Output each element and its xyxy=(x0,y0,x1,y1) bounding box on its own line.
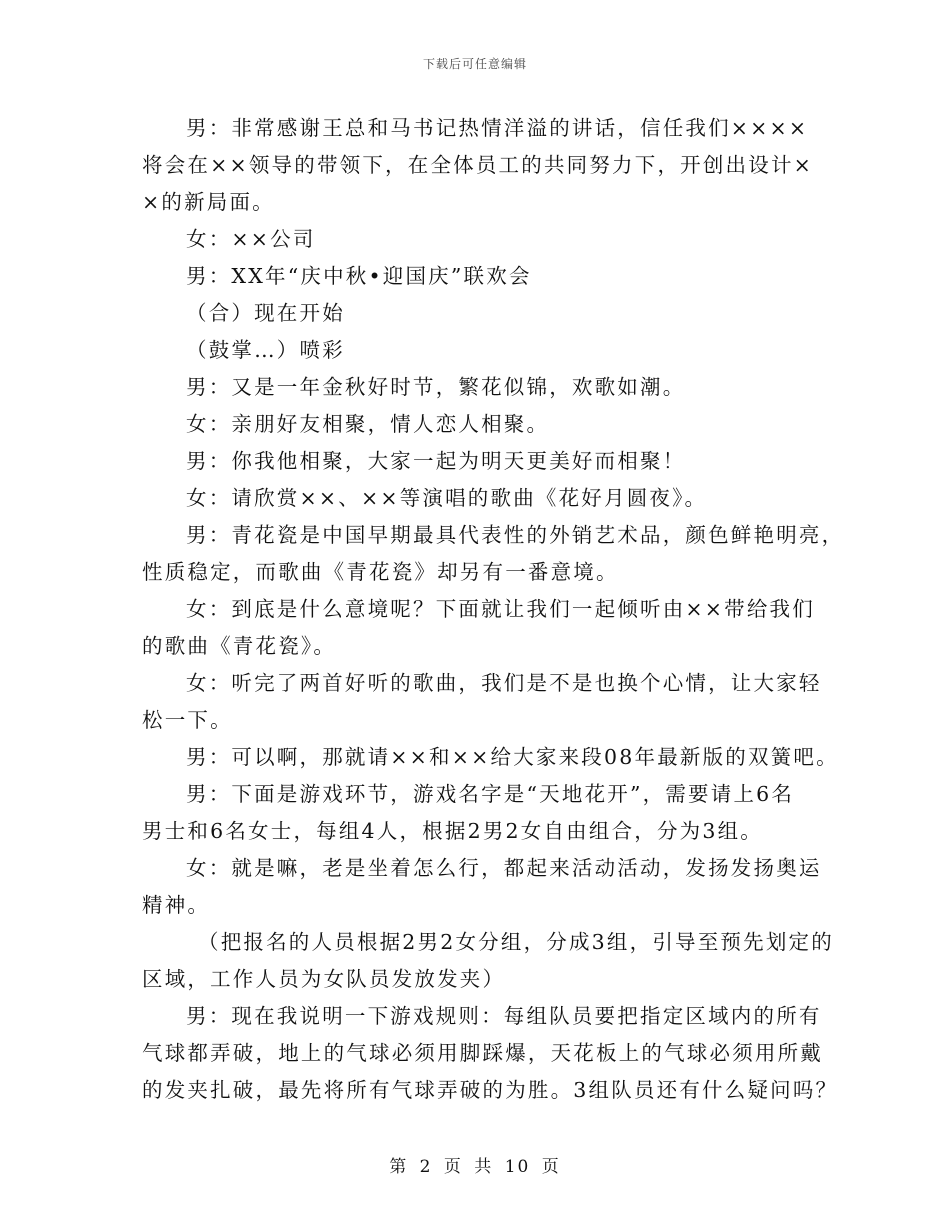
text-line: 女：请欣赏××、××等演唱的歌曲《花好月圆夜》。 xyxy=(186,486,708,510)
text-line: 的歌曲《青花瓷》。 xyxy=(142,634,337,658)
text-line: 性质稳定，而歌曲《青花瓷》却另有一番意境。 xyxy=(142,560,619,584)
text-line: 男：青花瓷是中国早期最具代表性的外销艺术品，颜色鲜艳明亮， xyxy=(186,523,845,547)
text-line: 女：亲朋好友相聚，情人恋人相聚。 xyxy=(186,412,550,436)
text-line: 男：可以啊，那就请××和××给大家来段08年最新版的双簧吧。 xyxy=(186,745,839,769)
text-line: ×的新局面。 xyxy=(142,190,275,214)
text-line: 男士和6名女士，每组4人，根据2男2女自由组合，分为3组。 xyxy=(142,819,764,843)
document-body xyxy=(142,110,845,1109)
text-line: 女：听完了两首好听的歌曲，我们是不是也换个心情，让大家轻 xyxy=(186,671,822,695)
text-line: 男：下面是游戏环节，游戏名字是“天地花开”，需要请上6名 xyxy=(186,782,795,806)
text-line: 将会在××领导的带领下，在全体员工的共同努力下，开创出设计× xyxy=(142,153,814,177)
text-line: 男：现在我说明一下游戏规则：每组队员要把指定区域内的所有 xyxy=(186,1004,822,1028)
text-line: 精神。 xyxy=(142,893,211,917)
text-line: 女：就是嘛，老是坐着怎么行，都起来活动活动，发扬发扬奥运 xyxy=(186,856,822,880)
page-footer: 第 2 页 共 10 页 xyxy=(389,1157,561,1177)
text-line: （合）现在开始 xyxy=(186,301,345,325)
text-line: 松一下。 xyxy=(142,708,233,732)
text-line: 男：又是一年金秋好时节，繁花似锦，欢歌如潮。 xyxy=(186,375,686,399)
text-line: 的发夹扎破，最先将所有气球弄破的为胜。3组队员还有什么疑问吗？ xyxy=(142,1078,839,1102)
text-line: 男：非常感谢王总和马书记热情洋溢的讲话，信任我们×××× xyxy=(186,116,809,140)
text-line: 男：XX年“庆中秋•迎国庆”联欢会 xyxy=(186,264,532,288)
text-line: 女：××公司 xyxy=(186,227,316,251)
text-line: 区域，工作人员为女队员发放发夹） xyxy=(142,967,506,991)
text-line: （把报名的人员根据2男2女分组，分成3组，引导至预先划定的 xyxy=(198,930,834,954)
text-line: 气球都弄破，地上的气球必须用脚踩爆，天花板上的气球必须用所戴 xyxy=(142,1041,823,1065)
text-line: 男：你我他相聚，大家一起为明天更美好而相聚！ xyxy=(186,449,686,473)
text-line: （鼓掌…）喷彩 xyxy=(186,338,345,362)
page-header: 下载后可任意编辑 xyxy=(422,57,527,71)
text-line: 女：到底是什么意境呢？下面就让我们一起倾听由××带给我们 xyxy=(186,597,815,621)
